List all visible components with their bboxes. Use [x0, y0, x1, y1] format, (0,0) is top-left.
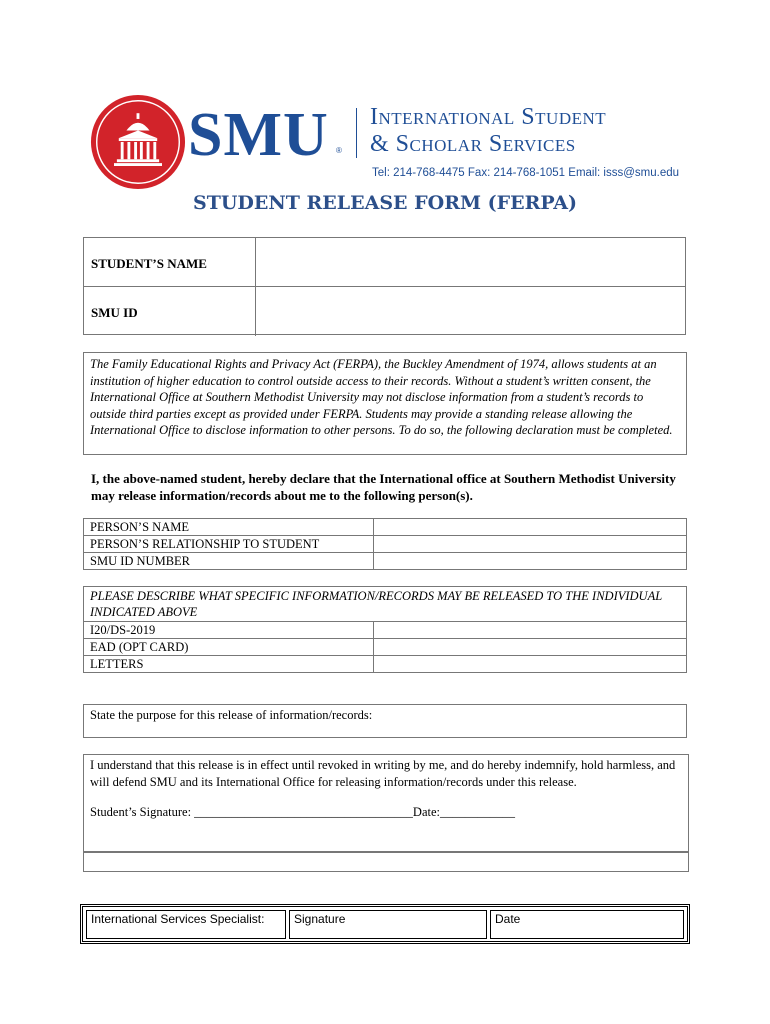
- specialist-date-field[interactable]: Date: [490, 910, 684, 939]
- smu-wordmark: SMU: [188, 101, 329, 169]
- records-table: [83, 586, 687, 673]
- record-label-i20: I20/DS-2019: [84, 622, 374, 639]
- declaration-text: I, the above-named student, hereby declare that the International office at Southern Methodist University may release information/records about me to the following person(s).: [91, 471, 676, 503]
- contact-info: Tel: 214-768-4475 Fax: 214-768-1051 Email: isss@smu.edu: [372, 167, 680, 179]
- release-blank-row: [83, 852, 689, 872]
- org-name-line2: & Scholar Services: [370, 131, 576, 157]
- student-name-label: STUDENT’S NAME: [91, 256, 207, 271]
- table-row: [84, 656, 687, 673]
- record-label-ead: EAD (OPT CARD): [84, 639, 374, 656]
- table-row: [84, 622, 687, 639]
- purpose-label: State the purpose for this release of information/records:: [90, 708, 373, 722]
- smu-seal-logo: [90, 94, 186, 190]
- record-field-letters[interactable]: [374, 656, 687, 673]
- specialist-signature-field[interactable]: Signature: [289, 910, 487, 939]
- table-row: [84, 639, 687, 656]
- smu-id-number-field[interactable]: [374, 553, 687, 570]
- student-info-table: [83, 237, 686, 335]
- specialist-table: [80, 904, 690, 944]
- smu-id-field[interactable]: [256, 287, 686, 335]
- ferpa-notice: [83, 352, 687, 455]
- person-table: [83, 518, 687, 570]
- record-field-ead[interactable]: [374, 639, 687, 656]
- student-name-field[interactable]: [256, 238, 686, 286]
- person-relationship-label: PERSON’S RELATIONSHIP TO STUDENT: [84, 536, 374, 553]
- record-label-letters: LETTERS: [84, 656, 374, 673]
- ferpa-text: The Family Educational Rights and Privacy Act (FERPA), the Buckley Amendment of 1974, allows students at an institution of higher education to control outside access to their records. Without a student’s written consent, the International Office at Southern Methodist University may not disclose information from a student’s records to outside third parties except as provided under FERPA. Students may provide a standing release allowing the International Office to disclose information to other persons. To do so, the following declaration must be completed.: [90, 357, 673, 437]
- person-name-label: PERSON’S NAME: [84, 519, 374, 536]
- table-row: [84, 536, 687, 553]
- student-signature-line[interactable]: Student’s Signature: ___________________________________Date:____________: [90, 805, 515, 819]
- smu-id-label: SMU ID: [91, 305, 138, 320]
- form-title: STUDENT RELEASE FORM (FERPA): [192, 192, 578, 214]
- person-relationship-field[interactable]: [374, 536, 687, 553]
- purpose-field[interactable]: [83, 704, 687, 738]
- smu-id-number-label: SMU ID NUMBER: [84, 553, 374, 570]
- table-row: [84, 553, 687, 570]
- person-name-field[interactable]: [374, 519, 687, 536]
- specialist-label: International Services Specialist:: [86, 910, 286, 939]
- release-text: I understand that this release is in effect until revoked in writing by me, and do hereby indemnify, hold harmless, and will defend SMU and its International Office for releasing information/records under this release.: [90, 758, 676, 789]
- table-row: [84, 519, 687, 536]
- org-name-line1: International Student: [370, 104, 607, 130]
- records-heading: PLEASE DESCRIBE WHAT SPECIFIC INFORMATION/RECORDS MAY BE RELEASED TO THE INDIVIDUAL INDICATED ABOVE: [84, 587, 687, 622]
- record-field-i20[interactable]: [374, 622, 687, 639]
- header-divider: [356, 108, 357, 158]
- release-statement: [83, 754, 689, 852]
- registered-mark: ®: [336, 146, 342, 155]
- table-row: [84, 587, 687, 622]
